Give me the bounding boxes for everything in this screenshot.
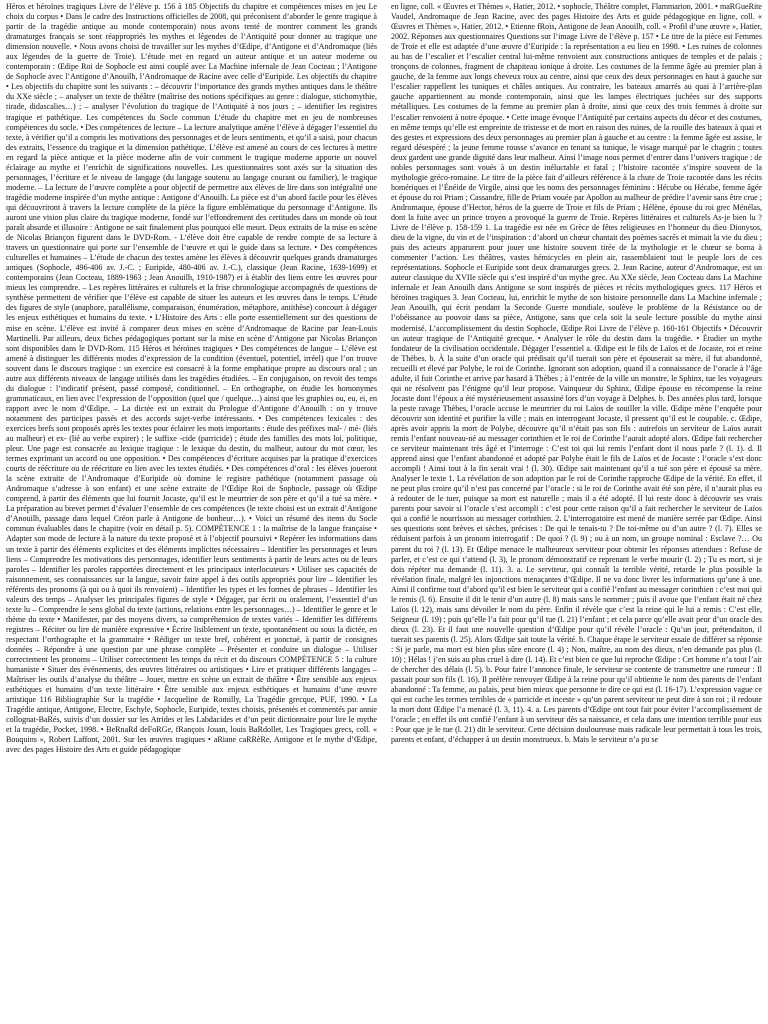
left-column-text: Héros et héroïnes tragiques Livre de l’élève p. 156 à 185 Objectifs du chapitre et compétences mises en jeu Le choix du corpus • Dans le cadre des Instructions officielles de 2008, qui préconisent d’aborder le genre tragique à partir de la tragédie antique au monde contemporain) nous avons tenté de montrer comment les grands dramaturges français se sont réappropriés les mythes et légendes de l’Antiquité pour donner au tragique une dimension nouvelle. • Nous avons choisi de travailler sur les mythes d’Œdipe, d’Antigone et d’Andromaque (liés aux légendes de la guerre de Troie). L’étude met en regard un auteur antique et un auteur moderne ou contemporain : Œdipe Roi de Sophocle est ainsi couplé avec La Machine infernale de Jean Cocteau ; l’Antigone de Sophocle avec l’Antigone d’Anouilh, l’Andromaque de Racine avec celle d’Euripide. Les objectifs du chapitre • Les objectifs du chapitre sont les suivants : – découvrir l’importance des grands mythes antiques dans le théâtre du XXe siècle ; – analyser un texte de théâtre (maîtrise des notions spécifiques au genre : dialogue, stichomythie, tirade, didascalies…) ; – analyser l’évolution du tragique de l’Antiquité à nos jours ; – identifier les registres tragique et pathétique. Les compétences du Socle commun L’étude du chapitre met en jeu de nombreuses compétences du socle. • Des compétences de lecture – La lecture analytique amène l’élève à dégager l’essentiel du texte, à vérifier qu’il a compris les motivations des personnages et de leurs sentiments, et qu’il a saisi, pour chacun des extraits, l’essence du tragique et la dimension pathétique. L’élève est amené au cours de ces lectures à mettre en regard la pièce antique et la pièce moderne afin de voir comment le tragique moderne apporte un nouvel éclairage au mythe et l’enrichit de significations nouvelles. Les questionnaires sont axés sur la situation des personnages, l’écriture et le niveau de langage (du langage soutenu au langage courant ou familier), le tragique moderne. – La lecture de l’œuvre complète a pour objectif de permettre aux élèves de lire dans son intégralité une tragédie moderne inspirée d’un mythe antique : Antigone d’Anouilh. La pièce est d’un abord facile pour les élèves qui découvriront à travers la lecture complète de la pièce la figure emblématique du personnage d’Antigone. Ils auront une vision plus claire du tragique moderne, fondé sur l’effondrement des certitudes dans un monde où tout paraît absurde et illusoire : Antigone ne sait finalement plus pourquoi elle meurt. Deux extraits de la mise en scène de Nicolas Briançon figurent dans le DVD-Rom. - L’élève doit être capable de rendre compte de sa lecture à travers un questionnaire qui porte sur l’ensemble de l’œuvre et qui le guide dans sa lecture. • Des compétences culturelles et humaines – L’étude de chacun des textes amène les élèves à découvrir quelques grands dramaturges antiques (Sophocle, 496-406 av. J.-C. ; Euripide, 480-406 av. J.-C.), classique (Jean Racine, 1639-1699) et contemporains (Jean Cocteau, 1889-1963 ; Jean Anouilh, 1910-1987) et à établir des liens entre les œuvres pour mieux les comprendre. – Les repères littéraires et culturels et la frise chronologique accompagnés de questions de synthèse permettent de vérifier que l’élève est capable de situer les auteurs et les œuvres dans le temps. L’étude des figures de style (anaphore, parallélisme, comparaison, énumération, métaphore, antithèse) concourt à dégager les enjeux esthétiques et humains du texte. • L’Histoire des Arts : elle porte essentiellement sur des questions de mise en scène. L’élève est invité à comparer deux mises en scène d’Andromaque de Racine par Jean-Louis Martinelli. Par ailleurs, deux fiches pédagogiques portant sur la mise en scène d’Antigone par Nicolas Briançon sont disponibles dans le DVD-Rom. 115 Héros et héroïnes tragiques • Des compétences de langue – L’élève est amené à distinguer les différents modes d’expression de la condition (éventuel, potentiel, irréel) que l’on trouve souvent dans le discours tragique : un exercice est consacré à la forme emphatique propre au discours oral ; un autre aux différents niveaux de langage utilisés dans les tragédies étudiées. – En conjugaison, on revoit des temps du dialogue : l’indicatif présent, passé composé, conditionnel. – En orthographe, on étudie les homonymes grammaticaux, en lien avec l’expression de l’opposition (quel que / quelque…) ainsi que les graphies ou, eu, ei, en rapport avec le nom d’Œdipe. – La dictée est un extrait du Prologue d’Antigone d’Anouilh : on y trouve notamment des participes passés et des accords sujet-verbe intéressants. • Des compétences lexicales : des exercices brefs sont proposés après les textes pour éclairer les mots importants : étude des préfixes mal- / mé- (liés au malheur) et ex- (lié au verbe expirer) ; le suffixe -cide (parricide) ; étude des familles des mots loi, politique, pleur. Une page est consacrée au lexique tragique : le lexique du destin, du malheur, autour du mot cœur, les termes exprimant un accord ou une opposition. • Des compétences d’écriture acquises par la pratique d’exercices courts de réécriture ou de réécriture en lien avec les textes étudiés. • Des compétences d’oral : les élèves joueront la scène extraite de l’Andromaque d’Euripide où domine le registre pathétique (notamment passage où Andromaque s’adresse à son enfant) et une scène extraite de l’Œdipe Roi de Sophocle, passage où Œdipe comprend, à partir des éléments que lui fournit Jocaste, qu’il est le meurtrier de son père et qu’il a tué sa mère. • La préparation au brevet permet d’évaluer l’ensemble de ces compétences (le texte choisi est un extrait d’Antigone d’Anouilh, passage dans lequel Créon parle à Antigone de bonheur…). • Voici un résumé des items du Socle commun évaluables dans le chapitre (voir en détail p. 5). COMPÉTENCE 1 : la maîtrise de la langue française • Adapter son mode de lecture à la nature du texte proposé et à l’objectif poursuivi • Repérer les informations dans un texte à partir des éléments explicites et des éléments implicites nécessaires – Identifier les personnages et leurs liens – Comprendre les motivations des personnages, identifier leurs sentiments à partir de leurs actes ou de leurs paroles – Identifier les paroles rapportées directement et les principaux interlocuteurs • Utiliser ses capacités de raisonnement, ses connaissances sur la langue, savoir faire appel à des outils appropriés pour lire – Identifier les référents des pronoms (à qui ou à quoi ils renvoient) – Identifier les types et les formes de phrases – Identifier les valeurs des temps – Analyser les principales figures de style • Dégager, par écrit ou oralement, l’essentiel d’un texte lu – Comprendre le sens global du texte (actions, relations entre les personnages…) – Identifier le genre et le thème du texte • Manifester, par des moyens divers, sa compréhension de textes variés – Identifier les différents registres – Réciter ou lire de manière expressive • Écrire lisiblement un texte, spontanément ou sous la dictée, en respectant l’orthographe et la grammaire • Rédiger un texte bref, cohérent et ponctué, à partir de consignes données – Répondre à une question par une phrase complète – Présenter et conduire un dialogue – Utiliser correctement les pronoms – Utiliser correctement les temps du récit et du discours COMPÉTENCE 5 : la culture humaniste • Situer des événements, des œuvres littéraires ou artistiques • Lire et pratiquer différents langages – Maîtriser les outils d’analyse du théâtre – Jouer, mettre en scène un extrait de théâtre • Être sensible aux enjeux esthétiques et humains d’un texte littéraire • Être sensible aux enjeux esthétiques et humains d’une œuvre artistique 116 Bibliographie Sur la tragédie • Jacqueline de Romilly, La Tragédie grecque, PUF, 1990. • La Tragédie antique, Antigone, Electre, Eschyle, Sophocle, Euripide, textes choisis, présentés et commentés par annie collognat-BaRés, suivis d’un dossier sur les Atrides et les Labdacides et d’un petit dictionnaire pour lire le mythe et la tragédie, Pocket, 1998. • BeRnaRd deFoRGe, fRançois Jouan, louis BaRdollet, Les Tragiques grecs, coll. « Bouquins », Robert Laffont, 2001. Sur les œuvres tragiques • aRiane caRRèRe, Antigone et le mythe d’Œdipe, avec des pages Histoire des Arts et guide pédagogique [6, 2, 377, 755]
text-columns [6, 2, 762, 1022]
right-column-text: en ligne, coll. « Œuvres et Thèmes », Hatier, 2012. • sophocle, Théâtre complet, Flammarion, 2001. • maRGueRite Vaudel, Andromaque de Jean Racine, avec des pages Histoire des Arts et guide pédagogique en ligne, coll. « Œuvres et Thèmes », Hatier, 2012. • Etienne fRois, Antigone de Jean Anouilh, coll. « Profil d’une œuvre », Hatier, 2002. Réponses aux questionnaires Questions sur l’image Livre de l’élève p. 157 • Le titre de la pièce est Femmes de Troie et elle est adaptée d’une œuvre d’Euripide : la représentation a eu lieu en 1998. • Les ruines de colonnes au bas de l’escalier et l’escalier central lui-même renvoient aux constructions antiques de temples et de palais ; tronçons de colonnes, fragment de chapiteau ionique à droite. Les costumes de la femme âgée au premier plan à gauche, de la femme aux longs cheveux roux au centre, ainsi que ceux des deux personnages en haut à gauche sur l’escalier rappellent les tuniques et châles antiques. Au contraire, les bateaux amarrés au quai à l’arrière-plan gauche appartiennent au monde contemporain, ainsi que les lampes électriques juchées sur des supports métalliques. Les costumes de la femme au premier plan à droite, ainsi que ceux des trois femmes à droite sur l’escalier renvoient à notre époque. • Cette image évoque l’Antiquité par certains aspects du décor et des costumes, en même temps qu’elle est empreinte de tristesse et de mort en raison des ruines, de la rouille des bateaux à quai et des gestes et expressions des deux personnages au premier plan à gauche et au centre : la femme âgée est assise, le regard désespéré ; la jeune femme rousse s’avance en tenant sa tunique, le visage marqué par le chagrin ; toutes deux gardent une grande dignité dans leur malheur. Ainsi l’image nous permet d’entrer dans l’univers tragique : de nobles personnages sont voués à un destin inéluctable et fatal ; l’histoire racontée s’inspire souvent de la mythologie gréco-romaine. Le titre de la pièce fait d’ailleurs référence à la chute de Troie racontée dans les récits homériques et l’Énéide de Virgile, ainsi que les noms des personnages féminins : Hécube ou Hécabe, femme âgée et épouse du roi Priam ; Cassandre, fille de Priam vouée par Apollon au malheur de prédire l’avenir sans être crue ; Andromaque, épouse d’Hector, héros de la guerre de Troie et fils de Priam ; Hélène, épouse du roi grec Ménélas, dont la fuite avec un prince troyen a provoqué la guerre de Troie. Repères littéraires et culturels As-je bien lu ? Livre de l’élève p. 158-159 1. La tragédie est née en Grèce de fêtes religieuses en l’honneur du dieu Dionysos, dieu de la vigne, du vin et de l’inspiration : d’abord un chœur chantait des poèmes sacrés et mimait la vie du dieu ; puis des acteurs apparurent pour jouer une histoire souvent tirée de la mythologie et le chœur se borna à commenter l’action. Les théâtres, vastes hémicycles en plein air, rassemblaient tout le peuple lors de ces représentations. Sophocle et Euripide sont deux dramaturges grecs. 2. Jean Racine, auteur d’Andromaque, est un auteur classique du XVIIe siècle qui s’est inspiré d’un mythe grec. Au XXe siècle, Jean Cocteau dans La Machine infernale et Jean Anouilh dans Antigone se sont inspirés de pièces et récits mythologiques grecs. 117 Héros et héroïnes tragiques 3. Jean Cocteau, lui, enrichit le mythe de son histoire personnelle dans La Machine infernale ; Jean Anouilh, qui écrit pendant la Seconde Guerre mondiale, soulève le problème de la Résistance ou de l’obéissance au pouvoir dans sa pièce, Antigone, sans que cela soit la seule lecture possible du mythe ainsi modernisé. L’accomplissement du destin Sophocle, Œdipe Roi Livre de l’élève p. 160-161 Objectifs • Découvrir un auteur tragique de l’Antiquité grecque. • Analyser le rôle du destin dans la tragédie. • Étudier un mythe fondateur de la civilisation occidentale. Dégager l’essentiel a. Œdipe est le fils de Laïos et de Jocaste, roi et reine de Thèbes. b. À la suite d’un oracle qui prédisait qu’il tuerait son père et épouserait sa mère, il fut abandonné, recueilli et élevé par Polybe, le roi de Corinthe. Ignorant son adoption, quand il a connaissance de l’oracle à l’âge adulte, il fuit Corinthe et arrive par hasard à Thèbes ; à l’entrée de la ville un monstre, le Sphinx, tue les voyageurs qui ne résolvent pas l’énigme qu’il leur propose. Vainqueur du Sphinx, Œdipe épouse en récompense la reine Jocaste dont l’époux a été mystérieusement assassiné lors d’un voyage à Delphes. b. Des années plus tard, lorsque la peste ravage Thèbes, l’oracle accuse le meurtrier du roi Laïos de souiller la ville. Œdipe mène l’enquête pour découvrir son identité et purifier la ville ; mais en interrogeant Jocaste, il pressent qu’il est le coupable. c. Œdipe, après avoir appris la mort de Polybe, découvre qu’il n’était pas son fils : autrefois un serviteur de Laïos aurait remis l’enfant nouveau-né au messager corinthien et le roi de Corinthe l’aurait adopté alors. Œdipe fait rechercher ce serviteur maintenant très âgé et l’interroge : C’est toi qui lui remis l’enfant dont il nous parle ? (l. 1). d. Il apprend ainsi que l’enfant abandonné et adopté par Polybe était le fils de Laïos et de Jocaste : l’oracle s’est donc accompli ! Ainsi tout à la fin serait vrai ! (l. 30). Œdipe sait maintenant qu’il a tué son père et épousé sa mère. Analyser le texte 1. La révélation de son adoption par le roi de Corinthe rapproche Œdipe de la vérité. En effet, il ne peut plus croire qu’il n’est pas concerné par l’oracle : si le roi de Corinthe avait été son père, il n’aurait plus eu à redouter de le tuer, puisque sa mort est naturelle ; mais il a été adopté. Il lui reste donc à découvrir ses vrais parents pour savoir si l’oracle s’est accompli : c’est pour cette raison qu’il a fait rechercher le serviteur de Laïos qui a confié le nourrisson au messager corinthien. 2. L’interrogatoire est mené de manière serrée par Œdipe. Ainsi ses questions sont brèves et sèches, précises : De qui le tenais-tu ? De toi-même ou d’un autre ? (l. 7). Elles se réduisent parfois à un pronom interrogatif : De quoi ? (l. 9) ; ou à un nom, un groupe nominal : Esclave ?… Ou parent du roi ? (l. 13). Et Œdipe menace le malheureux serviteur pour obtenir les réponses attendues : Refuse de parler, et c’est ce qui t’attend (l. 3), le pronom démonstratif ce reprenant le verbe mourir (l. 2) ; Tu es mort, si je dois répéter ma demande (l. 11). 3. a. Le serviteur, qui connaît la terrible vérité, retarde le plus possible la révélation finale, malgré les injonctions menaçantes d’Œdipe. Il ne va donc livrer les informations qu’une à une. Ainsi il confirme tout d’abord qu’il est bien le serviteur qui a confié l’enfant au messager corinthien : c’est moi qui le remis (l. 6). Ensuite il dit le tenir d’un autre (l. 8) mais sans le nommer ; puis il avoue que l’enfant était né chez Laïos (l. 12), mais sans dévoiler le nom du père. Enfin il révèle que c’est la reine qui le lui a remis : C’est elle, Seigneur (l. 19) ; puis qu’elle l’a fait pour qu’il tue (l. 21) l’enfant ; et cela parce qu’elle avait peur d’un oracle des dieux (l. 23). Et il faut une nouvelle question d’Œdipe pour qu’il révèle l’oracle : Qu’un jour, prétendaiton, il tuerait ses parents (l. 25). Alors Œdipe sait toute la vérité. b. Chaque étape le serviteur essaie de différer sa réponse : Si je parle, ma mort est bien plus sûre encore (l. 4) ; Non, maître, au nom des dieux, n’en demande pas plus (l. 10) ; Hélas ! j’en suis au plus cruel à dire (l. 14). Et c’est bien ce que lui reproche Œdipe : Cet homme n’a tout l’air de chercher des délais (l. 5). b. Pour faire l’annonce finale, le serviteur se contente de transmettre une rumeur : Il passait pour son fils (l. 16). Il préfère renvoyer Œdipe à la reine pour qu’il obtienne le nom des parents de l’enfant abandonné : Ta femme, au palais, peut bien mieux que personne te dire ce qui est (l. 16-17). L’expression vague ce qui est cache les termes terribles de « parricide et inceste » qu’un parent serviteur ne peut dire à son roi ; il redoute la mort dont Œdipe l’a menacé (l. 3, 11). 4. a. Les parents d’Œdipe ont tout fait pour éviter l’accomplissement de l’oracle ; en effet ils ont confié l’enfant à un serviteur dès sa naissance, et cela dans une intention terrible pour eux : Pour que je le tue (l. 21) dit le serviteur. Cette décision douloureuse mais radicale leur permettait à tous les trois, parents et enfant, d’échapper à un destin monstrueux. b. Mais le serviteur n’a pu se [391, 2, 762, 745]
right-column [391, 2, 762, 1022]
left-column [6, 2, 377, 1022]
